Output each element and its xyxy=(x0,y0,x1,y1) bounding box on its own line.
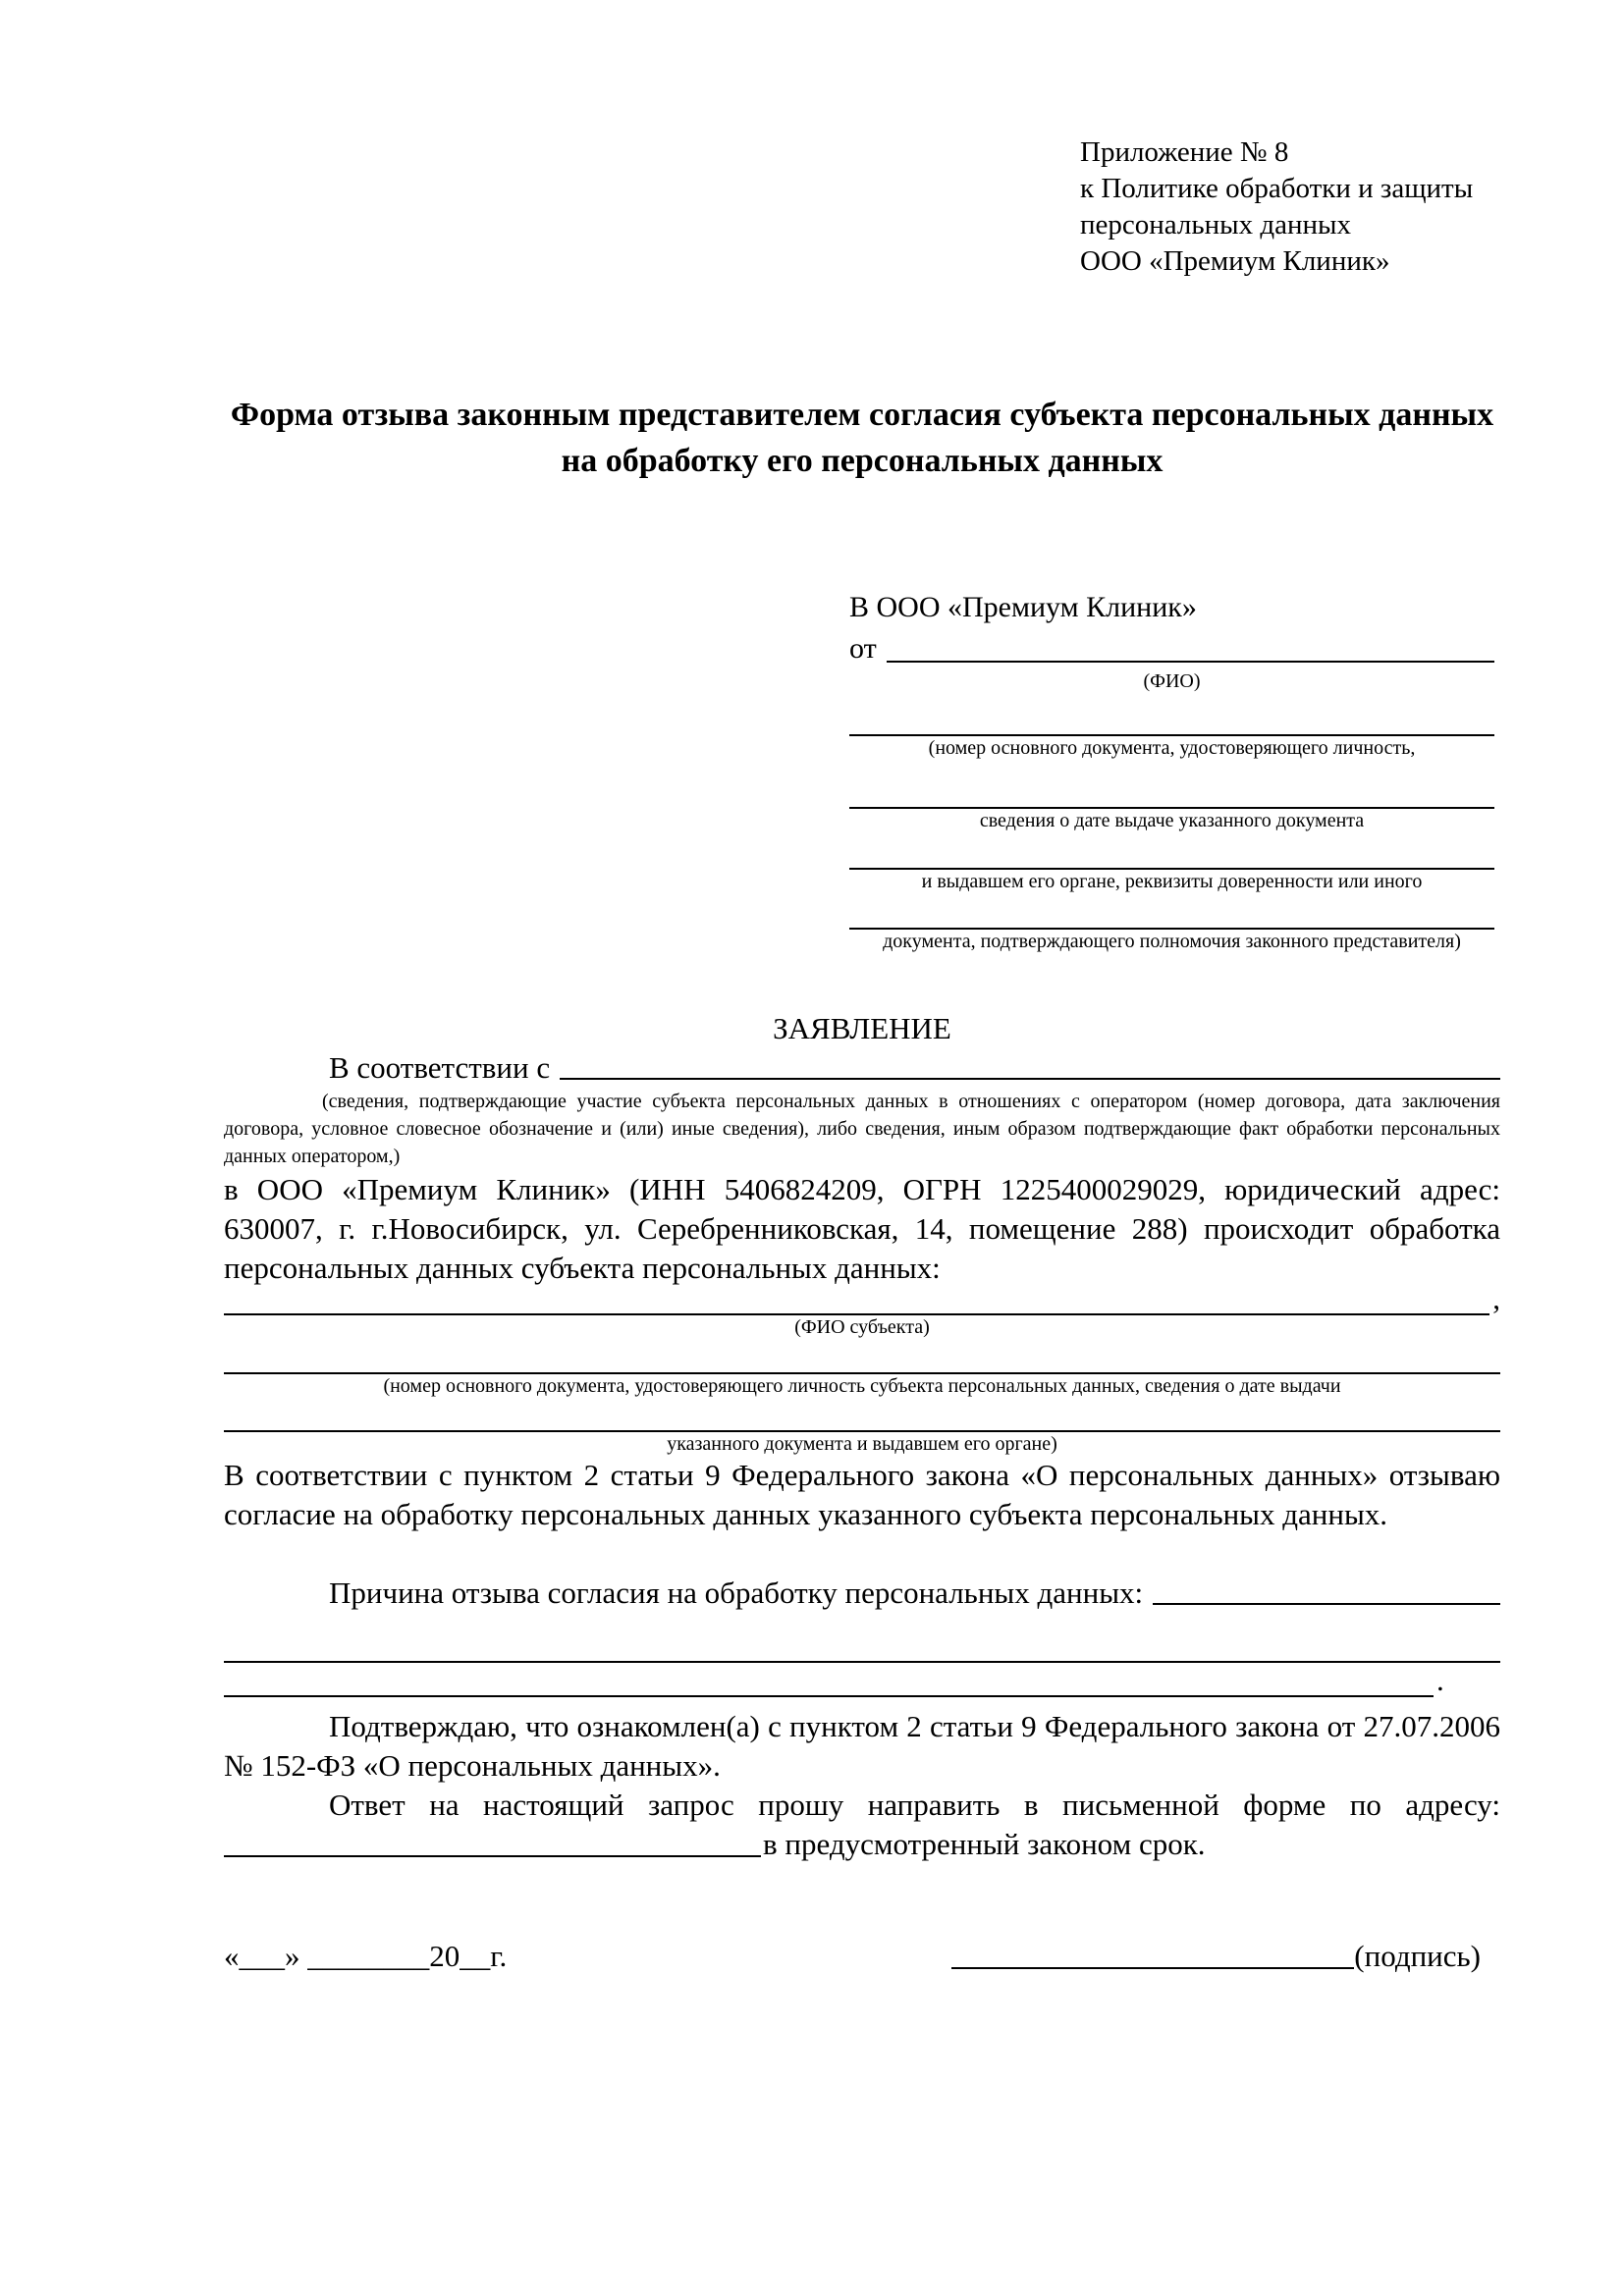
from-label: от xyxy=(849,632,877,665)
subject-doc-fill-line-1 xyxy=(224,1339,1500,1374)
confirmation-paragraph: Подтверждаю, что ознакомлен(а) с пунктом 2 статьи 9 Федерального закона от 27.07.2006 № 152-ФЗ «О персональных данных». xyxy=(224,1709,1500,1783)
representative-doc-fill-line-3 xyxy=(849,832,1494,870)
date-line: «___» ________20__г. xyxy=(224,1939,508,1973)
form-title: Форма отзыва законным представителем согласия субъекта персональных данных на обработку его персональных данных xyxy=(230,397,1494,479)
statement-body xyxy=(224,1009,1500,1864)
reason-row xyxy=(224,1574,1500,1613)
statement-heading: ЗАЯВЛЕНИЕ xyxy=(773,1011,951,1045)
reply-address-fill-line xyxy=(224,1855,761,1857)
representative-doc-caption-2: сведения о дате выдаче указанного документа xyxy=(979,810,1365,831)
subject-fio-comma: , xyxy=(1492,1281,1500,1316)
appendix-header-line-2: к Политике обработки и защиты xyxy=(1080,173,1474,204)
representative-doc-fill-line-1 xyxy=(849,693,1494,736)
withdrawal-paragraph: В соответствии с пунктом 2 статьи 9 Федерального закона «О персональных данных» отзываю согласие на обработку персональных данных указанного субъекта персональных данных. xyxy=(224,1458,1500,1531)
subject-fio-caption: (ФИО субъекта) xyxy=(794,1316,930,1338)
subject-doc-fill-line-2 xyxy=(224,1398,1500,1432)
reason-fill-row-3 xyxy=(224,1663,1500,1697)
signature-group xyxy=(951,1936,1481,1977)
representative-doc-caption-4: документа, подтверждающего полномочия законного представителя) xyxy=(883,931,1461,952)
subject-fio-row xyxy=(224,1281,1500,1316)
reason-fill-line-3 xyxy=(224,1695,1434,1697)
subject-doc-caption-bottom: указанного документа и выдавшем его органе) xyxy=(667,1433,1057,1455)
subject-doc-caption-top: (номер основного документа, удостоверяющего личность субъекта персональных данных, сведения о дате выдачи xyxy=(383,1375,1341,1397)
signature-caption: (подпись) xyxy=(1354,1939,1481,1973)
date-signature-row xyxy=(224,1936,1500,1977)
from-row xyxy=(849,628,1494,669)
reply-address-row xyxy=(224,1825,1500,1864)
appendix-header-line-1: Приложение № 8 xyxy=(1080,136,1289,168)
basis-label: В соответствии с xyxy=(329,1050,551,1085)
representative-fio-fill-line xyxy=(887,661,1494,663)
reply-request-line: Ответ на настоящий запрос прошу направить в письменной форме по адресу: xyxy=(329,1788,1500,1822)
basis-row xyxy=(224,1048,1500,1088)
representative-doc-caption-1: (номер основного документа, удостоверяющего личность, xyxy=(928,737,1416,759)
appendix-header xyxy=(1080,134,1473,280)
fio-caption: (ФИО) xyxy=(1143,670,1201,692)
representative-doc-fill-line-2 xyxy=(849,760,1494,809)
representative-doc-caption-3: и выдавшем его органе, реквизиты доверенности или иного xyxy=(921,871,1423,892)
reason-fill-line-2 xyxy=(224,1613,1500,1663)
basis-fill-line xyxy=(560,1078,1500,1080)
reply-suffix: в предусмотренный законом срок. xyxy=(763,1827,1206,1861)
operator-paragraph: в ООО «Премиум Клиник» (ИНН 5406824209, ОГРН 1225400029029, юридический адрес: 630007, г. г.Новосибирск, ул. Серебренниковская, 14, помещение 288) происходит обработка персональных данных субъекта персональных данных: xyxy=(224,1172,1500,1285)
appendix-header-line-3: персональных данных xyxy=(1080,209,1352,240)
signature-fill-line xyxy=(951,1967,1354,1969)
reason-trailing-period: . xyxy=(1436,1663,1444,1698)
appendix-header-line-4: ООО «Премиум Клиник» xyxy=(1080,245,1390,277)
addressee-organization: В ООО «Премиум Клиник» xyxy=(849,591,1197,623)
reason-fill-line-1 xyxy=(1153,1603,1500,1605)
reason-label: Причина отзыва согласия на обработку персональных данных: xyxy=(329,1575,1144,1610)
basis-footnote: (сведения, подтверждающие участие субъекта персональных данных в отношениях с оператором (номер договора, дата заключения договора, условное словесное обозначение и (или) иные сведения), либо сведения, иным образом подтверждающие факт обработки персональных данных оператором,) xyxy=(224,1091,1500,1167)
representative-doc-fill-line-4 xyxy=(849,893,1494,930)
addressee-block xyxy=(849,587,1494,953)
